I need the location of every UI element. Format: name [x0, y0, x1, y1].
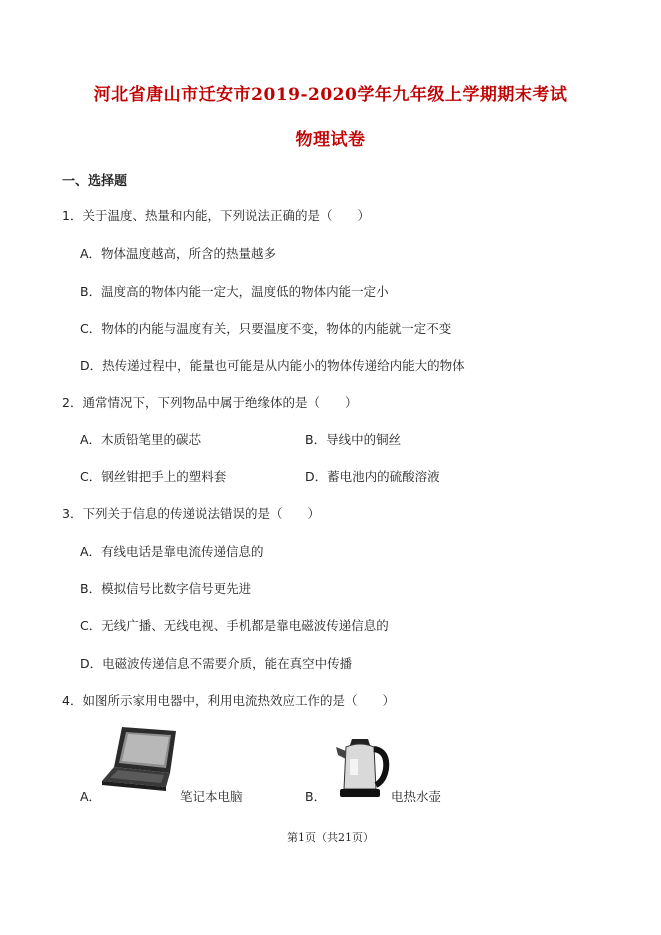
kettle-image — [330, 735, 390, 800]
question-1-stem: 1．关于温度、热量和内能，下列说法正确的是（ ） — [62, 208, 370, 223]
question-2-option-d: D．蓄电池内的硫酸溶液 — [305, 469, 440, 484]
question-1-option-b: B．温度高的物体内能一定大，温度低的物体内能一定小 — [80, 284, 389, 299]
exam-title-line2: 物理试卷 — [295, 130, 366, 150]
question-2-option-a: A．木质铅笔里的碳芯 — [80, 432, 202, 447]
page-footer: 第1页（共21页） — [287, 831, 374, 844]
question-4-option-a-letter: A． — [80, 789, 102, 804]
question-3-option-d: D．电磁波传递信息不需要介质，能在真空中传播 — [80, 656, 353, 671]
question-3-option-a: A．有线电话是靠电流传递信息的 — [80, 544, 264, 559]
question-1-option-c: C．物体的内能与温度有关，只要温度不变，物体的内能就一定不变 — [80, 321, 452, 336]
question-2-option-b: B．导线中的铜丝 — [305, 432, 402, 447]
section-title: 一、选择题 — [62, 174, 128, 189]
question-4-option-b-label: 电热水壶 — [391, 789, 442, 804]
laptop-image — [100, 725, 180, 795]
question-4-option-a-label: 笔记本电脑 — [180, 789, 243, 804]
question-2-option-c: C．钢丝钳把手上的塑料套 — [80, 469, 227, 484]
question-1-option-d: D．热传递过程中，能量也可能是从内能小的物体传递给内能大的物体 — [80, 358, 465, 373]
question-3-option-b: B．模拟信号比数字信号更先进 — [80, 581, 252, 596]
question-3-option-c: C．无线广播、无线电视、手机都是靠电磁波传递信息的 — [80, 618, 389, 633]
exam-title-line1: 河北省唐山市迁安市2019-2020学年九年级上学期期末考试 — [93, 85, 568, 105]
question-4-stem: 4．如图所示家用电器中，利用电流热效应工作的是（ ） — [62, 693, 395, 708]
question-1-option-a: A．物体温度越高，所含的热量越多 — [80, 246, 277, 261]
question-4-option-b-letter: B． — [305, 789, 327, 804]
question-3-stem: 3．下列关于信息的传递说法错误的是（ ） — [62, 506, 320, 521]
question-2-stem: 2．通常情况下，下列物品中属于绝缘体的是（ ） — [62, 395, 358, 410]
